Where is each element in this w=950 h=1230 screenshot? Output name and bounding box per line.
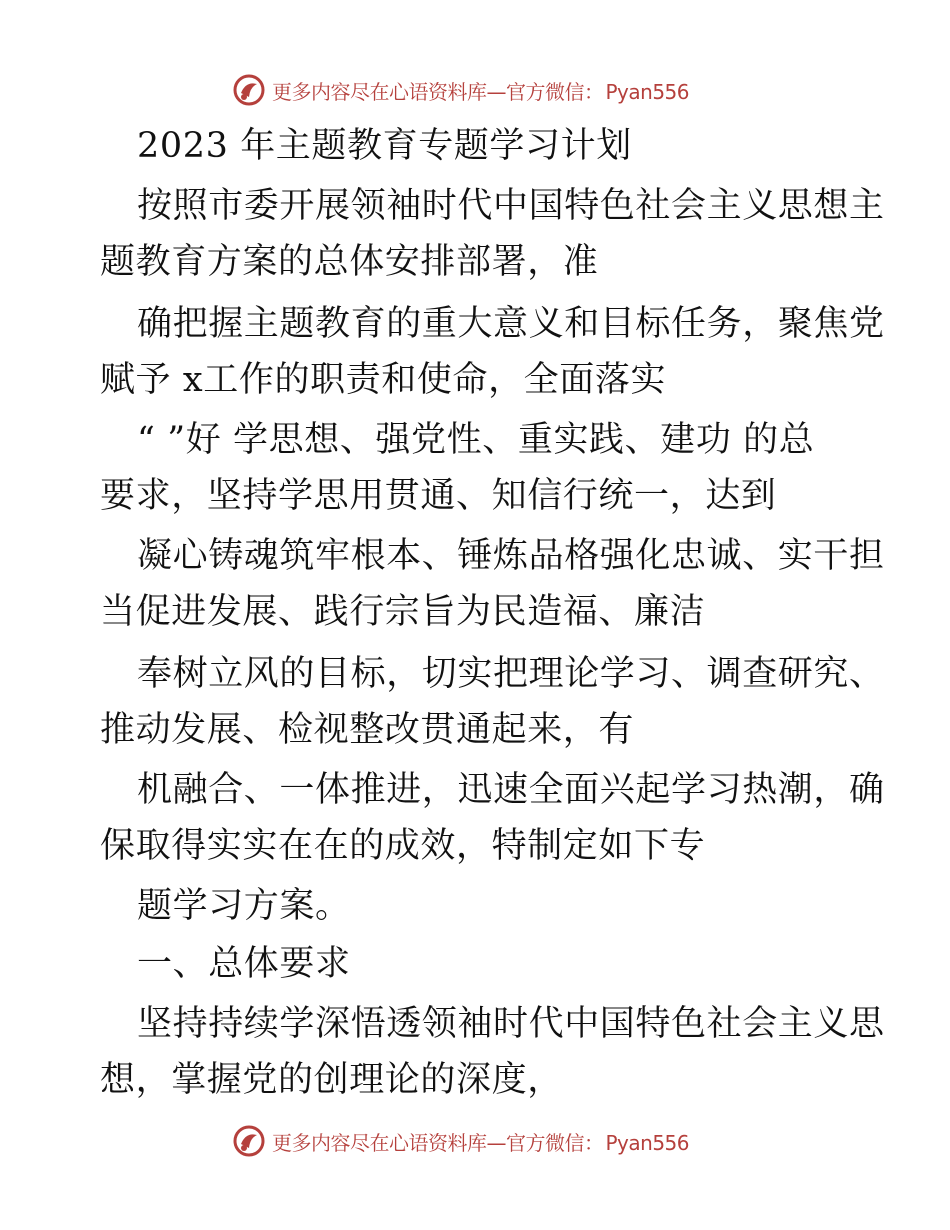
paragraph-line: 想，掌握党的创理论的深度， (100, 1060, 563, 1100)
paragraph-line: 当促进发展、践行宗旨为民造福、廉洁 (100, 592, 706, 632)
header-banner-text: 更多内容尽在心语资料库—官方微信： Pyan556 (272, 79, 690, 104)
paragraph-line: 推动发展、检视整改贯通起来，有 (100, 710, 635, 750)
footer-banner-text: 更多内容尽在心语资料库—官方微信： Pyan556 (272, 1130, 690, 1155)
footer-banner (232, 1124, 689, 1158)
paragraph-line: 奉树立风的目标，切实把理论学习、调查研究、 (137, 654, 885, 694)
paragraph-line: 题教育方案的总体安排部署，准 (100, 242, 599, 282)
library-logo-icon (232, 73, 266, 107)
paragraph-line: 坚持持续学深悟透领袖时代中国特色社会主义思 (137, 1004, 885, 1044)
paragraph-line: 赋予 x工作的职责和使命，全面落实 (100, 360, 667, 400)
paragraph-line: 按照市委开展领袖时代中国特色社会主义思想主 (137, 186, 885, 226)
paragraph-line: 机融合、一体推进，迅速全面兴起学习热潮，确 (137, 770, 885, 810)
library-logo-icon (232, 1124, 266, 1158)
wechat-handle: Pyan556 (605, 79, 690, 104)
paragraph-line: “ ”好 学思想、强党性、重实践、建功 的总 (137, 420, 815, 460)
paragraph-line: 确把握主题教育的重大意义和目标任务，聚焦党 (137, 304, 885, 344)
paragraph-line: 凝心铸魂筑牢根本、锤炼品格强化忠诚、实干担 (137, 536, 885, 576)
section-heading: 一、总体要求 (137, 944, 351, 984)
paragraph-line: 要求，坚持学思用贯通、知信行统一，达到 (100, 476, 777, 516)
wechat-handle: Pyan556 (605, 1130, 690, 1155)
paragraph-line: 题学习方案。 (137, 886, 351, 926)
header-banner (232, 73, 689, 107)
document-title: 2023 年主题教育专题学习计划 (137, 126, 632, 166)
paragraph-line: 保取得实实在在的成效，特制定如下专 (100, 826, 706, 866)
